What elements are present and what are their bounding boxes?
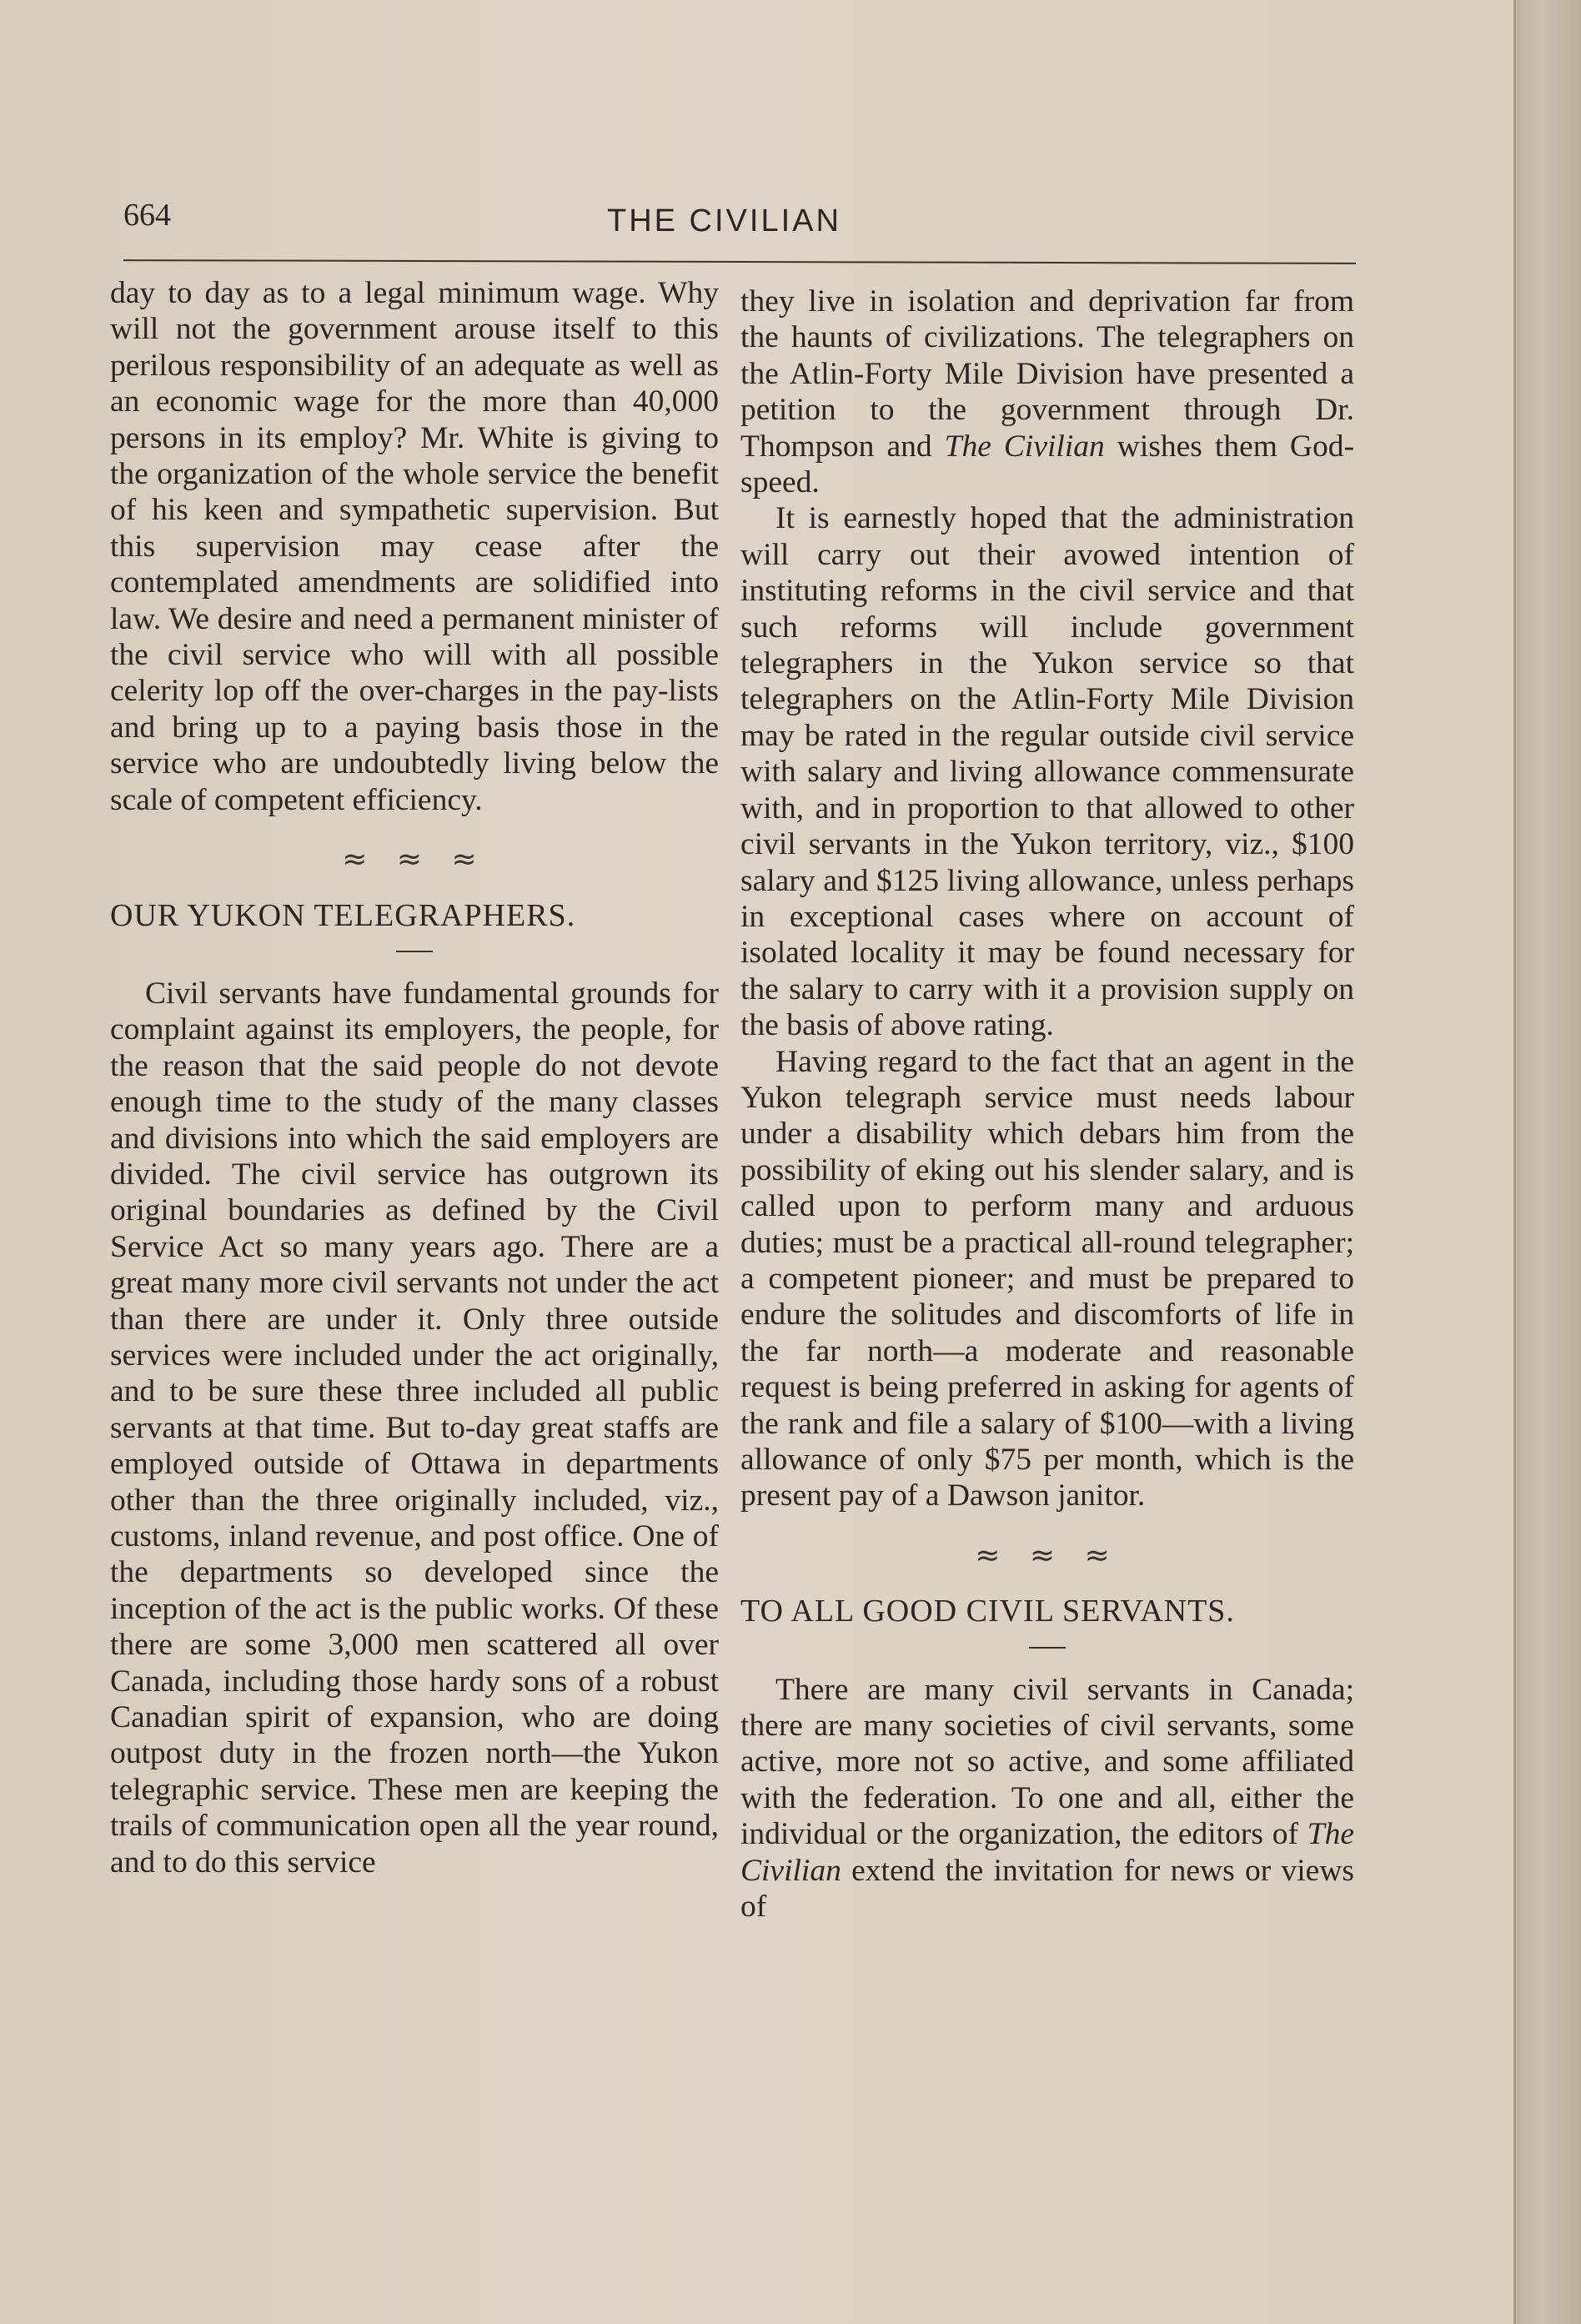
header-rule xyxy=(123,259,1356,264)
book-page-edge xyxy=(1513,0,1581,2324)
left-paragraph-yukon: Civil servants have fundamental grounds for complaint against its employers, the people, for the reason that the said people do not devote enough time to the study of the many classes and divisions into which the said employers are divided. The civil service has outgrown its original boundaries as defined by the Civil Service Act so many years ago. There are a great many more civil servants not under the act than there are under it. Only three outside services were included under the act originally, and to be sure these three included all public servants at that time. But to-day great staffs are employed outside of Ottawa in departments other than the three originally included, viz., customs, inland revenue, and post office. One of the departments so developed since the inception of the act is the public works. Of these there are some 3,000 men scattered all over Canada, including those hardy sons of a robust Canadian spirit of expansion, who are doing outpost duty in the frozen north—the Yukon telegraphic service. These men are keeping the trails of communication open all the year round, and to do this service xyxy=(110,976,719,1880)
heading-dash xyxy=(396,951,433,952)
page-number: 664 xyxy=(123,198,171,233)
publication-name: The Civilian xyxy=(944,429,1105,464)
right-paragraph-reforms: It is earnestly hoped that the administration will carry out their avowed intention of instituting reforms in the civil service and that such reforms will include government telegraphers in the Yukon service so that telegraphers on the Atlin-Forty Mile Division may be rated in the regular outside civil service with salary and living allowance commensurate with, and in proportion to that allowed to other civil servants in the Yukon territory, viz., $100 salary and $125 living allowance, unless perhaps in exceptional cases where on account of isolated locality it may be found necessary for the salary to carry with it a provision supply on the basis of above rating. xyxy=(740,501,1354,1043)
section-ornament: ≈ ≈ ≈ xyxy=(975,1538,1120,1573)
section-ornament: ≈ ≈ ≈ xyxy=(342,842,487,877)
page-header xyxy=(123,193,1353,243)
right-paragraph-text-end: wishes them God-speed. xyxy=(740,429,1354,500)
invitation-text: There are many civil servants in Canada; there are many societies of civil servants, some active, more not so active, and some affiliated with the federation. To one and all, either the individual or the organization, the editors of xyxy=(740,1672,1354,1852)
left-paragraph-continued: day to day as to a legal minimum wage. Why will not the government arouse itself to this perilous responsibility of an adequate as well as an economic wage for the more than 40,000 persons in its employ? Mr. White is giving to the organization of the whole service the benefit of his keen and sympathetic supervision. But this supervision may cease after the contemplated amendments are solidified into law. We desire and need a permanent minister of the civil service who will with all possible celerity lop off the over-charges in the pay-lists and bring up to a paying basis those in the service who are undoubtedly living below the scale of competent efficiency. xyxy=(110,276,719,817)
journal-title: THE CIVILIAN xyxy=(607,203,841,238)
right-paragraph-invitation xyxy=(740,1672,1354,1925)
section-heading-good-civil-servants: TO ALL GOOD CIVIL SERVANTS. xyxy=(740,1594,1235,1629)
heading-dash xyxy=(1029,1647,1066,1649)
right-paragraph-continued xyxy=(740,284,1354,500)
publication-name: The Civilian xyxy=(740,1817,1354,1888)
right-paragraph-salary: Having regard to the fact that an agent in the Yukon telegraph service must needs labour under a disability which debars him from the possibility of eking out his slender salary, and is called upon to perform many and arduous duties; must be a practical all-round telegrapher; a competent pioneer; and must be prepared to endure the solitudes and discomforts of life in the far north—a moderate and reasonable request is being preferred in asking for agents of the rank and file a salary of $100—with a living allowance of only $75 per month, which is the present pay of a Dawson janitor. xyxy=(740,1044,1354,1513)
right-column xyxy=(740,284,1354,1925)
invitation-text-end: extend the invitation for news or views of xyxy=(740,1853,1354,1925)
section-heading-yukon-telegraphers: OUR YUKON TELEGRAPHERS. xyxy=(110,897,576,933)
left-column xyxy=(110,275,719,1880)
right-paragraph-text: they live in isolation and deprivation far from the haunts of civilizations. The telegraphers on the Atlin-Forty Mile Division have presented a petition to the government through Dr. Thompson and xyxy=(740,284,1354,464)
